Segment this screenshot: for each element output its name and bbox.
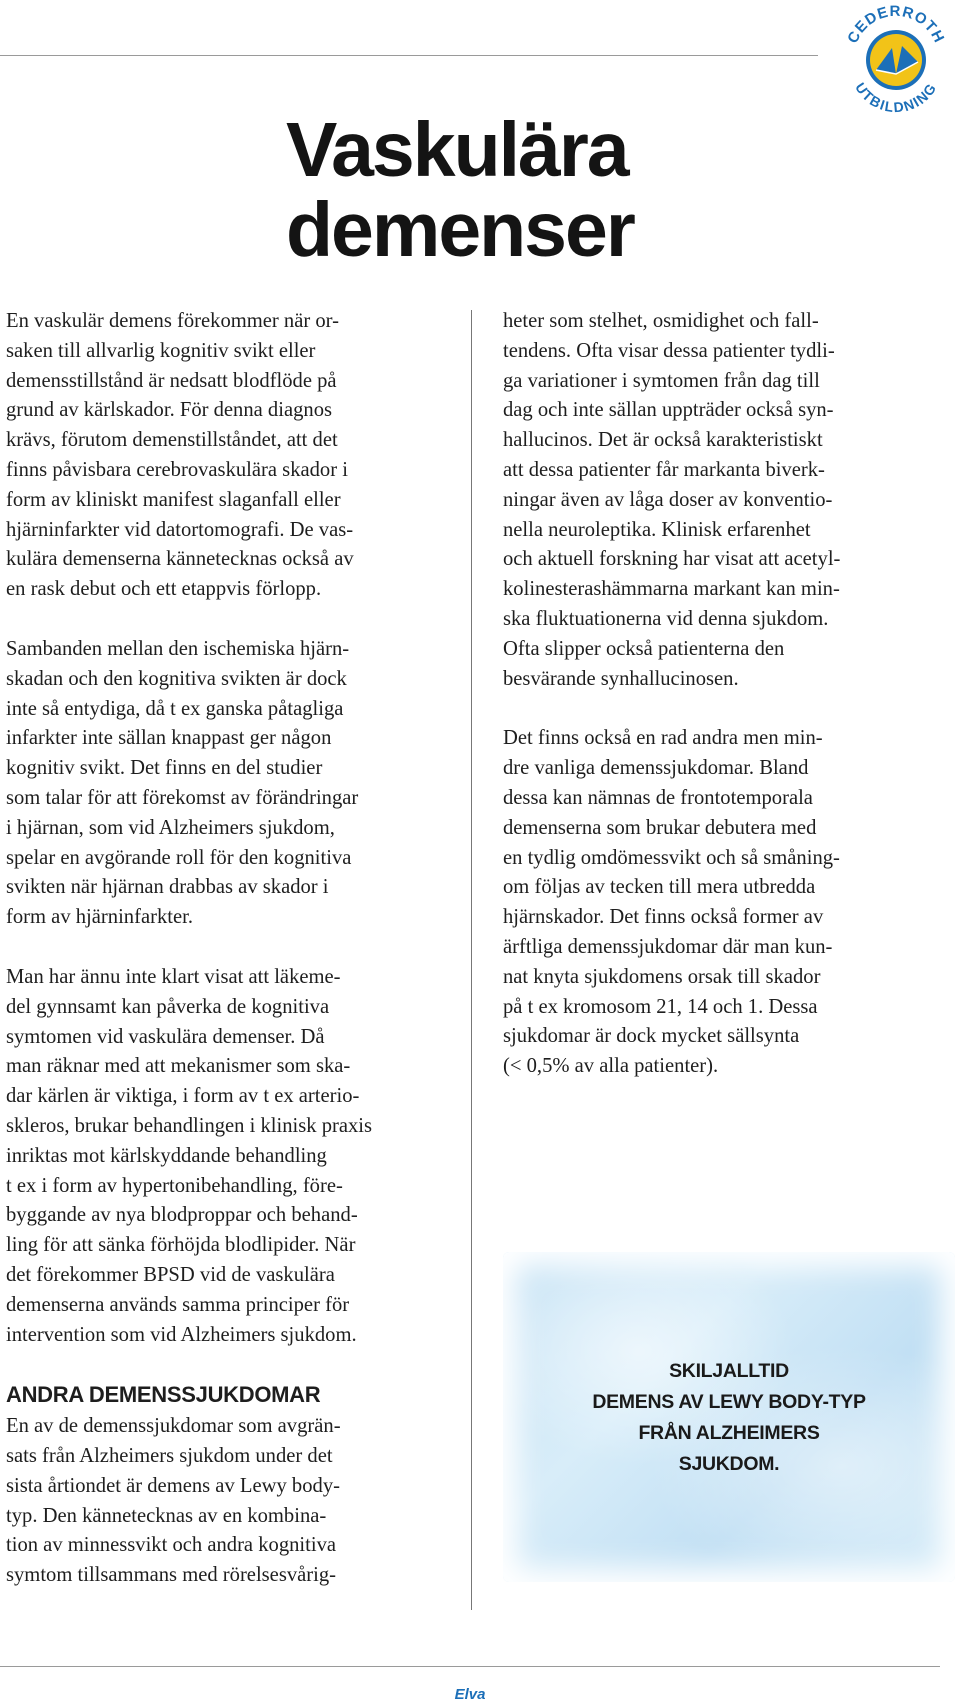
right-paragraph-2: Det finns också en rad andra men min- dre vanliga demenssjukdomar. Bland dessa kan nämnas de frontotemporala demenserna som brukar debutera med en tydlig omdömessvikt och så småning- om följas av tecken till mera utbredda hjärnskador. Det finns också former av ärftliga demenssjukdomar där man kun- nat knyta sjukdomens orsak till skador på t ex kromosom 21, 14 och 1. Dessa sjukdomar är dock mycket sällsynta (< 0,5% av alla patienter). — [503, 727, 840, 1078]
right-column — [503, 307, 943, 1112]
section-heading: ANDRA DEMENSSJUKDOMAR — [6, 1382, 321, 1408]
left-paragraph-1: En vaskulär demens förekommer när or- saken till allvarlig kognitiv svikt eller demensstillstånd är nedsatt blodflöde på grund av kärlskador. För denna diagnos krävs, förutom demenstillståndet, att det finns påvisbara cerebrovaskulära skador i form av kliniskt manifest slaganfall eller hjärninfarkter vid datortomografi. De vas- kulära demenserna kännetecknas också av en rask debut och ett etappvis förlopp. — [6, 310, 354, 601]
left-column — [6, 307, 448, 1621]
page-title — [286, 107, 846, 273]
right-paragraph-1: heter som stelhet, osmidighet och fall- tendens. Ofta visar dessa patienter tydli- ga variationer i symtomen från dag till dag och inte sällan uppträder också syn- hallucinos. Det är också karakteristiskt att dessa patienter får markanta biverk- ningar även av låga doser av konventio- nella neuroleptika. Klinisk erfarenhet och aktuell forskning har visat att acetyl- kolinesterashämmarna markant kan min- ska fluktuationerna vid denna sjukdom. Ofta slipper också patienterna den besvärande synhallucinosen. — [503, 310, 841, 690]
logo-bottom-text: UTBILDNING — [852, 79, 940, 116]
callout-box — [503, 1252, 955, 1582]
cederroth-logo — [832, 0, 958, 118]
bottom-rule — [0, 1666, 940, 1667]
left-paragraph-3: Man har ännu inte klart visat att läkeme- del gynnsamt kan påverka de kognitiva symtomen vid vaskulära demenser. Då man räknar med att mekanismer som ska- dar kärlen är viktiga, i form av t ex arterio- skleros, brukar behandlingen i klinisk praxis inriktas mot kärlskyddande behandling t ex i form av hypertonibehandling, före- byggande av nya blodproppar och behand- ling för att sänka förhöjda blodlipider. När det förekommer BPSD vid de vaskulära demenserna används samma principer för intervention som vid Alzheimers sjukdom. — [6, 965, 373, 1346]
top-rule — [0, 55, 818, 56]
callout-text: SKILJALLTID DEMENS AV LEWY BODY-TYP FRÅN ALZHEIMERS SJUKDOM. — [592, 1360, 866, 1475]
left-paragraph-2: Sambanden mellan den ischemiska hjärn- skadan och den kognitiva svikten är dock inte så entydiga, då t ex ganska påtagliga infarkter inte sällan knappast ger någon kognitiv svikt. Det finns en del studier som talar för att förekomst av förändringar i hjärnan, som vid Alzheimers sjukdom, spelar en avgörande roll för den kognitiva svikten när hjärnan drabbas av skador i form av hjärninfarkter. — [6, 637, 359, 929]
page-number-label: Elva — [454, 1686, 486, 1703]
left-paragraph-4: En av de demenssjukdomar som avgrän- sats från Alzheimers sjukdom under det sista årtiondet är demens av Lewy body- typ. Den kännetecknas av en kombina- tion av minnessvikt och andra kognitiva symtom tillsammans med rörelsesvårig- — [6, 1415, 341, 1587]
title-line-1: Vaskulära — [286, 107, 628, 193]
column-divider — [471, 310, 472, 1610]
logo-top-text: CEDERROTH — [844, 2, 948, 47]
title-line-2: demenser — [286, 187, 634, 273]
